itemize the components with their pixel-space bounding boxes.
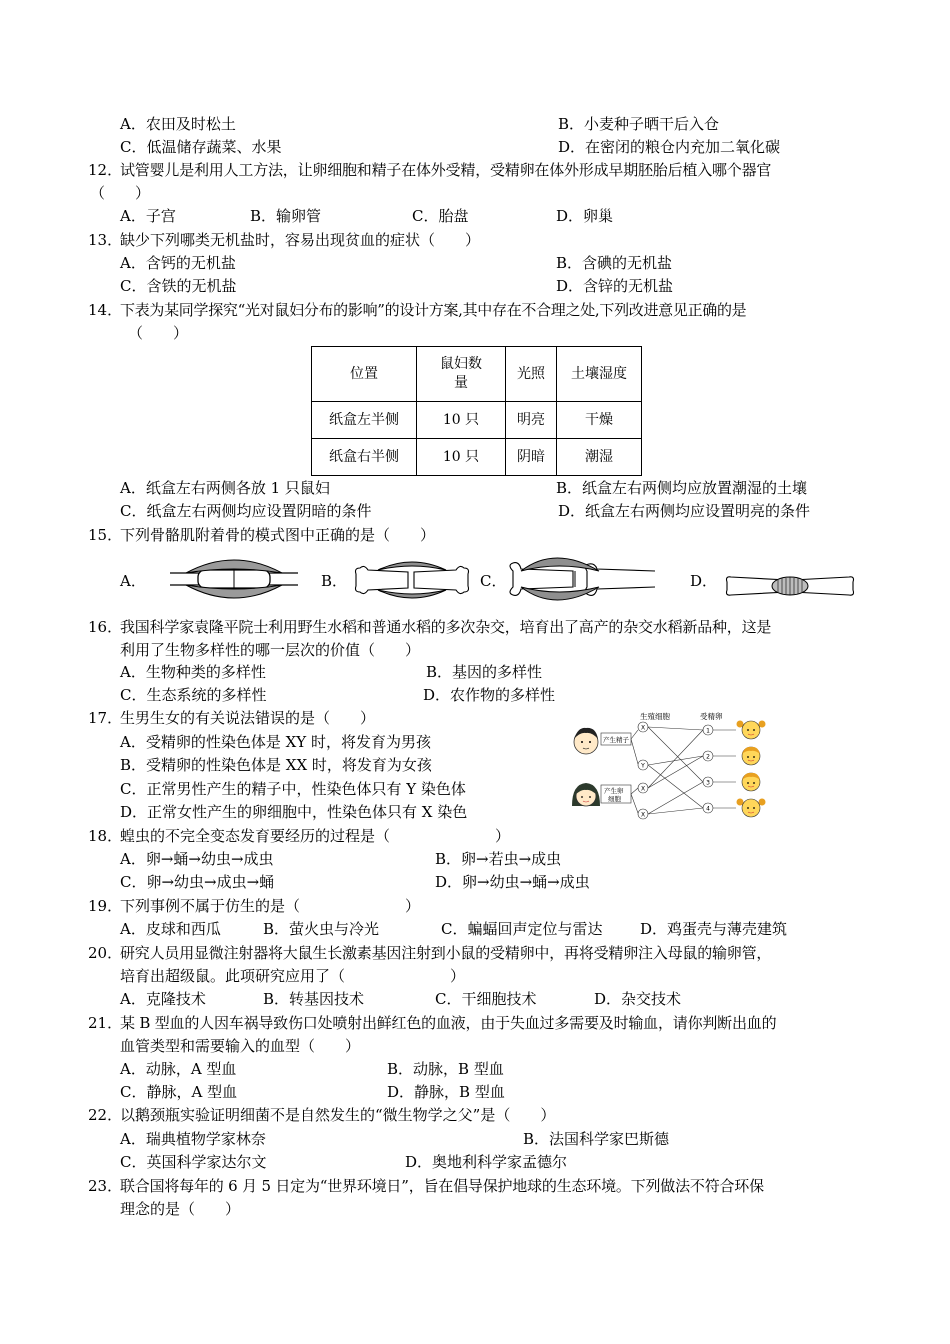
q22-option-d: D．奥地利科学家孟德尔	[405, 1153, 568, 1171]
q17-option-c: C．正常男性产生的精子中，性染色体只有 Y 染色体	[120, 780, 466, 798]
q21-option-b: B．动脉，B 型血	[387, 1060, 504, 1078]
boy-face-icon	[742, 747, 760, 765]
label-egg-line-1: 产生卵	[604, 787, 624, 795]
cell-light: 明亮	[506, 402, 557, 439]
q22-option-b: B．法国科学家巴斯德	[523, 1130, 670, 1148]
q22-option-a: A．瑞典植物学家林奈	[120, 1130, 266, 1148]
q13-option-a: A．含钙的无机盐	[120, 254, 236, 272]
header-count	[417, 347, 506, 402]
q17-number: 17．	[88, 709, 123, 727]
q20-option-b: B．转基因技术	[263, 990, 365, 1008]
cell-count: 10 只	[417, 439, 506, 476]
q14-stem: 下表为某同学探究“光对鼠妇分布的影响”的设计方案,其中存在不合理之处,下列改进意见正确的是	[120, 301, 747, 319]
header-soil: 土壤湿度	[557, 347, 642, 402]
label-germ-cells: 生殖细胞	[640, 712, 670, 721]
q16-stem-line-1: 我国科学家袁隆平院士利用野生水稻和普通水稻的多次杂交，培育出了高产的杂交水稻新品种，这是	[120, 618, 772, 636]
girl-face-icon	[737, 799, 766, 818]
q20-stem-line-2: 培育出超级鼠。此项研究应用了（ ）	[120, 967, 466, 985]
q18-stem: 蝗虫的不完全变态发育要经历的过程是（ ）	[120, 827, 511, 845]
q15-option-a: A．	[120, 572, 146, 590]
muscle-diagram-c	[503, 555, 659, 605]
q19-stem: 下列事例不属于仿生的是（ ）	[120, 897, 421, 915]
q13-number: 13．	[88, 231, 123, 249]
q15-option-c: C．	[480, 572, 507, 590]
header-position: 位置	[312, 347, 417, 402]
cell-light: 阴暗	[506, 439, 557, 476]
q16-stem-line-2: 利用了生物多样性的哪一层次的价值（ ）	[120, 641, 421, 659]
q14-option-b: B．纸盒左右两侧均应放置潮湿的土壤	[556, 479, 808, 497]
cell-position: 纸盒左半侧	[312, 402, 417, 439]
q22-number: 22．	[88, 1106, 123, 1124]
father-face-icon	[574, 728, 598, 754]
q17-option-b: B．受精卵的性染色体是 XX 时，将发育为女孩	[120, 756, 432, 774]
sperm-y-label: Y	[641, 762, 645, 770]
q20-option-c: C．干细胞技术	[435, 990, 537, 1008]
q12-stem: 试管婴儿是利用人工方法，让卵细胞和精子在体外受精，受精卵在体外形成早期胚胎后植入哪个器官	[120, 161, 772, 179]
header-light: 光照	[506, 347, 557, 402]
q11-option-d: D．在密闭的粮仓内充加二氧化碳	[558, 138, 781, 156]
q18-option-b: B．卵→若虫→成虫	[435, 850, 562, 868]
q16-option-a: A．生物种类的多样性	[120, 663, 266, 681]
q19-number: 19．	[88, 897, 123, 915]
label-zygote: 受精卵	[700, 712, 723, 721]
cell-soil: 干燥	[557, 402, 642, 439]
cell-position: 纸盒右半侧	[312, 439, 417, 476]
q20-option-a: A．克隆技术	[120, 990, 206, 1008]
q18-number: 18．	[88, 827, 123, 845]
cell-soil: 潮湿	[557, 439, 642, 476]
q20-option-d: D．杂交技术	[594, 990, 682, 1008]
q21-number: 21．	[88, 1014, 123, 1032]
q23-number: 23．	[88, 1177, 123, 1195]
q18-option-c: C．卵→幼虫→成虫→蛹	[120, 873, 275, 891]
q19-option-b: B．萤火虫与冷光	[263, 920, 380, 938]
q14-experiment-table	[311, 346, 642, 476]
table-header-row	[312, 347, 642, 402]
q14-answer-paren: （ ）	[128, 324, 189, 342]
muscle-diagram-a	[168, 553, 300, 605]
q20-stem-line-1: 研究人员用显微注射器将大鼠生长激素基因注射到小鼠的受精卵中，再将受精卵注入母鼠的输卵管，	[120, 944, 772, 962]
sperm-x-label: X	[640, 724, 646, 732]
q16-number: 16．	[88, 618, 123, 636]
q14-number: 14．	[88, 301, 123, 319]
q21-stem-line-1: 某 B 型血的人因车祸导致伤口处喷射出鲜红色的血液，由于失血过多需要及时输血，请你判断出血的	[120, 1014, 777, 1032]
q21-option-d: D．静脉，B 型血	[387, 1083, 505, 1101]
q17-option-d: D．正常女性产生的卵细胞中，性染色体只有 X 染色	[120, 803, 468, 821]
q12-option-b: B．输卵管	[250, 207, 322, 225]
q13-option-d: D．含锌的无机盐	[556, 277, 674, 295]
q18-option-d: D．卵→幼虫→蛹→成虫	[435, 873, 590, 891]
q15-option-d: D．	[690, 572, 718, 590]
q11-option-b: B．小麦种子晒干后入仓	[558, 115, 720, 133]
q12-option-d: D．卵巢	[556, 207, 614, 225]
mother-face-icon	[572, 783, 600, 806]
egg-x1-label: X	[640, 785, 646, 793]
q12-number: 12．	[88, 161, 123, 179]
sex-determination-diagram	[570, 710, 780, 826]
q21-option-c: C．静脉，A 型血	[120, 1083, 238, 1101]
q16-option-c: C．生态系统的多样性	[120, 686, 267, 704]
girl-face-icon	[737, 721, 766, 740]
q14-option-c: C．纸盒左右两侧均应设置阴暗的条件	[120, 502, 372, 520]
zygote-4-label: 4	[706, 805, 710, 813]
q13-option-b: B．含碘的无机盐	[556, 254, 673, 272]
q13-option-c: C．含铁的无机盐	[120, 277, 237, 295]
q11-option-a: A．农田及时松土	[120, 115, 236, 133]
q19-option-d: D．鸡蛋壳与薄壳建筑	[640, 920, 788, 938]
q20-number: 20．	[88, 944, 123, 962]
muscle-diagram-d	[723, 570, 857, 604]
q14-option-d: D．纸盒左右两侧均应设置明亮的条件	[558, 502, 811, 520]
egg-x2-label: X	[640, 811, 646, 819]
header-count-line-1: 鼠妇数	[440, 356, 482, 373]
q15-number: 15．	[88, 526, 123, 544]
q23-stem-line-1: 联合国将每年的 6 月 5 日定为“世界环境日”，旨在倡导保护地球的生态环境。下列做法不符合环保	[120, 1177, 764, 1195]
q21-stem-line-2: 血管类型和需要输入的血型（ ）	[120, 1037, 361, 1055]
table-row	[312, 402, 642, 439]
q19-option-c: C．蝙蝠回声定位与雷达	[441, 920, 603, 938]
zygote-2-label: 2	[706, 753, 710, 761]
q18-option-a: A．卵→蛹→幼虫→成虫	[120, 850, 274, 868]
q12-answer-paren: （ ）	[90, 184, 151, 202]
q15-option-b: B．	[321, 572, 348, 590]
q14-option-a: A．纸盒左右两侧各放 1 只鼠妇	[120, 479, 330, 497]
q17-stem: 生男生女的有关说法错误的是（ ）	[120, 709, 376, 727]
label-sperm: 产生精子	[603, 736, 629, 744]
zygote-3-label: 3	[706, 779, 710, 787]
q23-stem-line-2: 理念的是（ ）	[120, 1200, 241, 1218]
q15-stem: 下列骨骼肌附着骨的模式图中正确的是（ ）	[120, 526, 436, 544]
boy-face-icon	[742, 773, 760, 791]
table-row	[312, 439, 642, 476]
q16-option-b: B．基因的多样性	[426, 663, 543, 681]
q21-option-a: A．动脉，A 型血	[120, 1060, 237, 1078]
header-count-line-2: 量	[454, 375, 468, 391]
q17-option-a: A．受精卵的性染色体是 XY 时，将发育为男孩	[120, 733, 431, 751]
q22-option-c: C．英国科学家达尔文	[120, 1153, 267, 1171]
q19-option-a: A．皮球和西瓜	[120, 920, 221, 938]
q22-stem: 以鹅颈瓶实验证明细菌不是自然发生的“微生物学之父”是（ ）	[120, 1106, 556, 1124]
label-egg-line-2: 细胞	[608, 795, 621, 803]
zygote-1-label: 1	[706, 727, 710, 735]
q16-option-d: D．农作物的多样性	[423, 686, 556, 704]
q12-option-c: C．胎盘	[412, 207, 469, 225]
q11-option-c: C．低温储存蔬菜、水果	[120, 138, 282, 156]
cell-count: 10 只	[417, 402, 506, 439]
q13-stem: 缺少下列哪类无机盐时，容易出现贫血的症状（ ）	[120, 231, 481, 249]
muscle-diagram-b	[352, 556, 472, 604]
q12-option-a: A．子宫	[120, 207, 176, 225]
